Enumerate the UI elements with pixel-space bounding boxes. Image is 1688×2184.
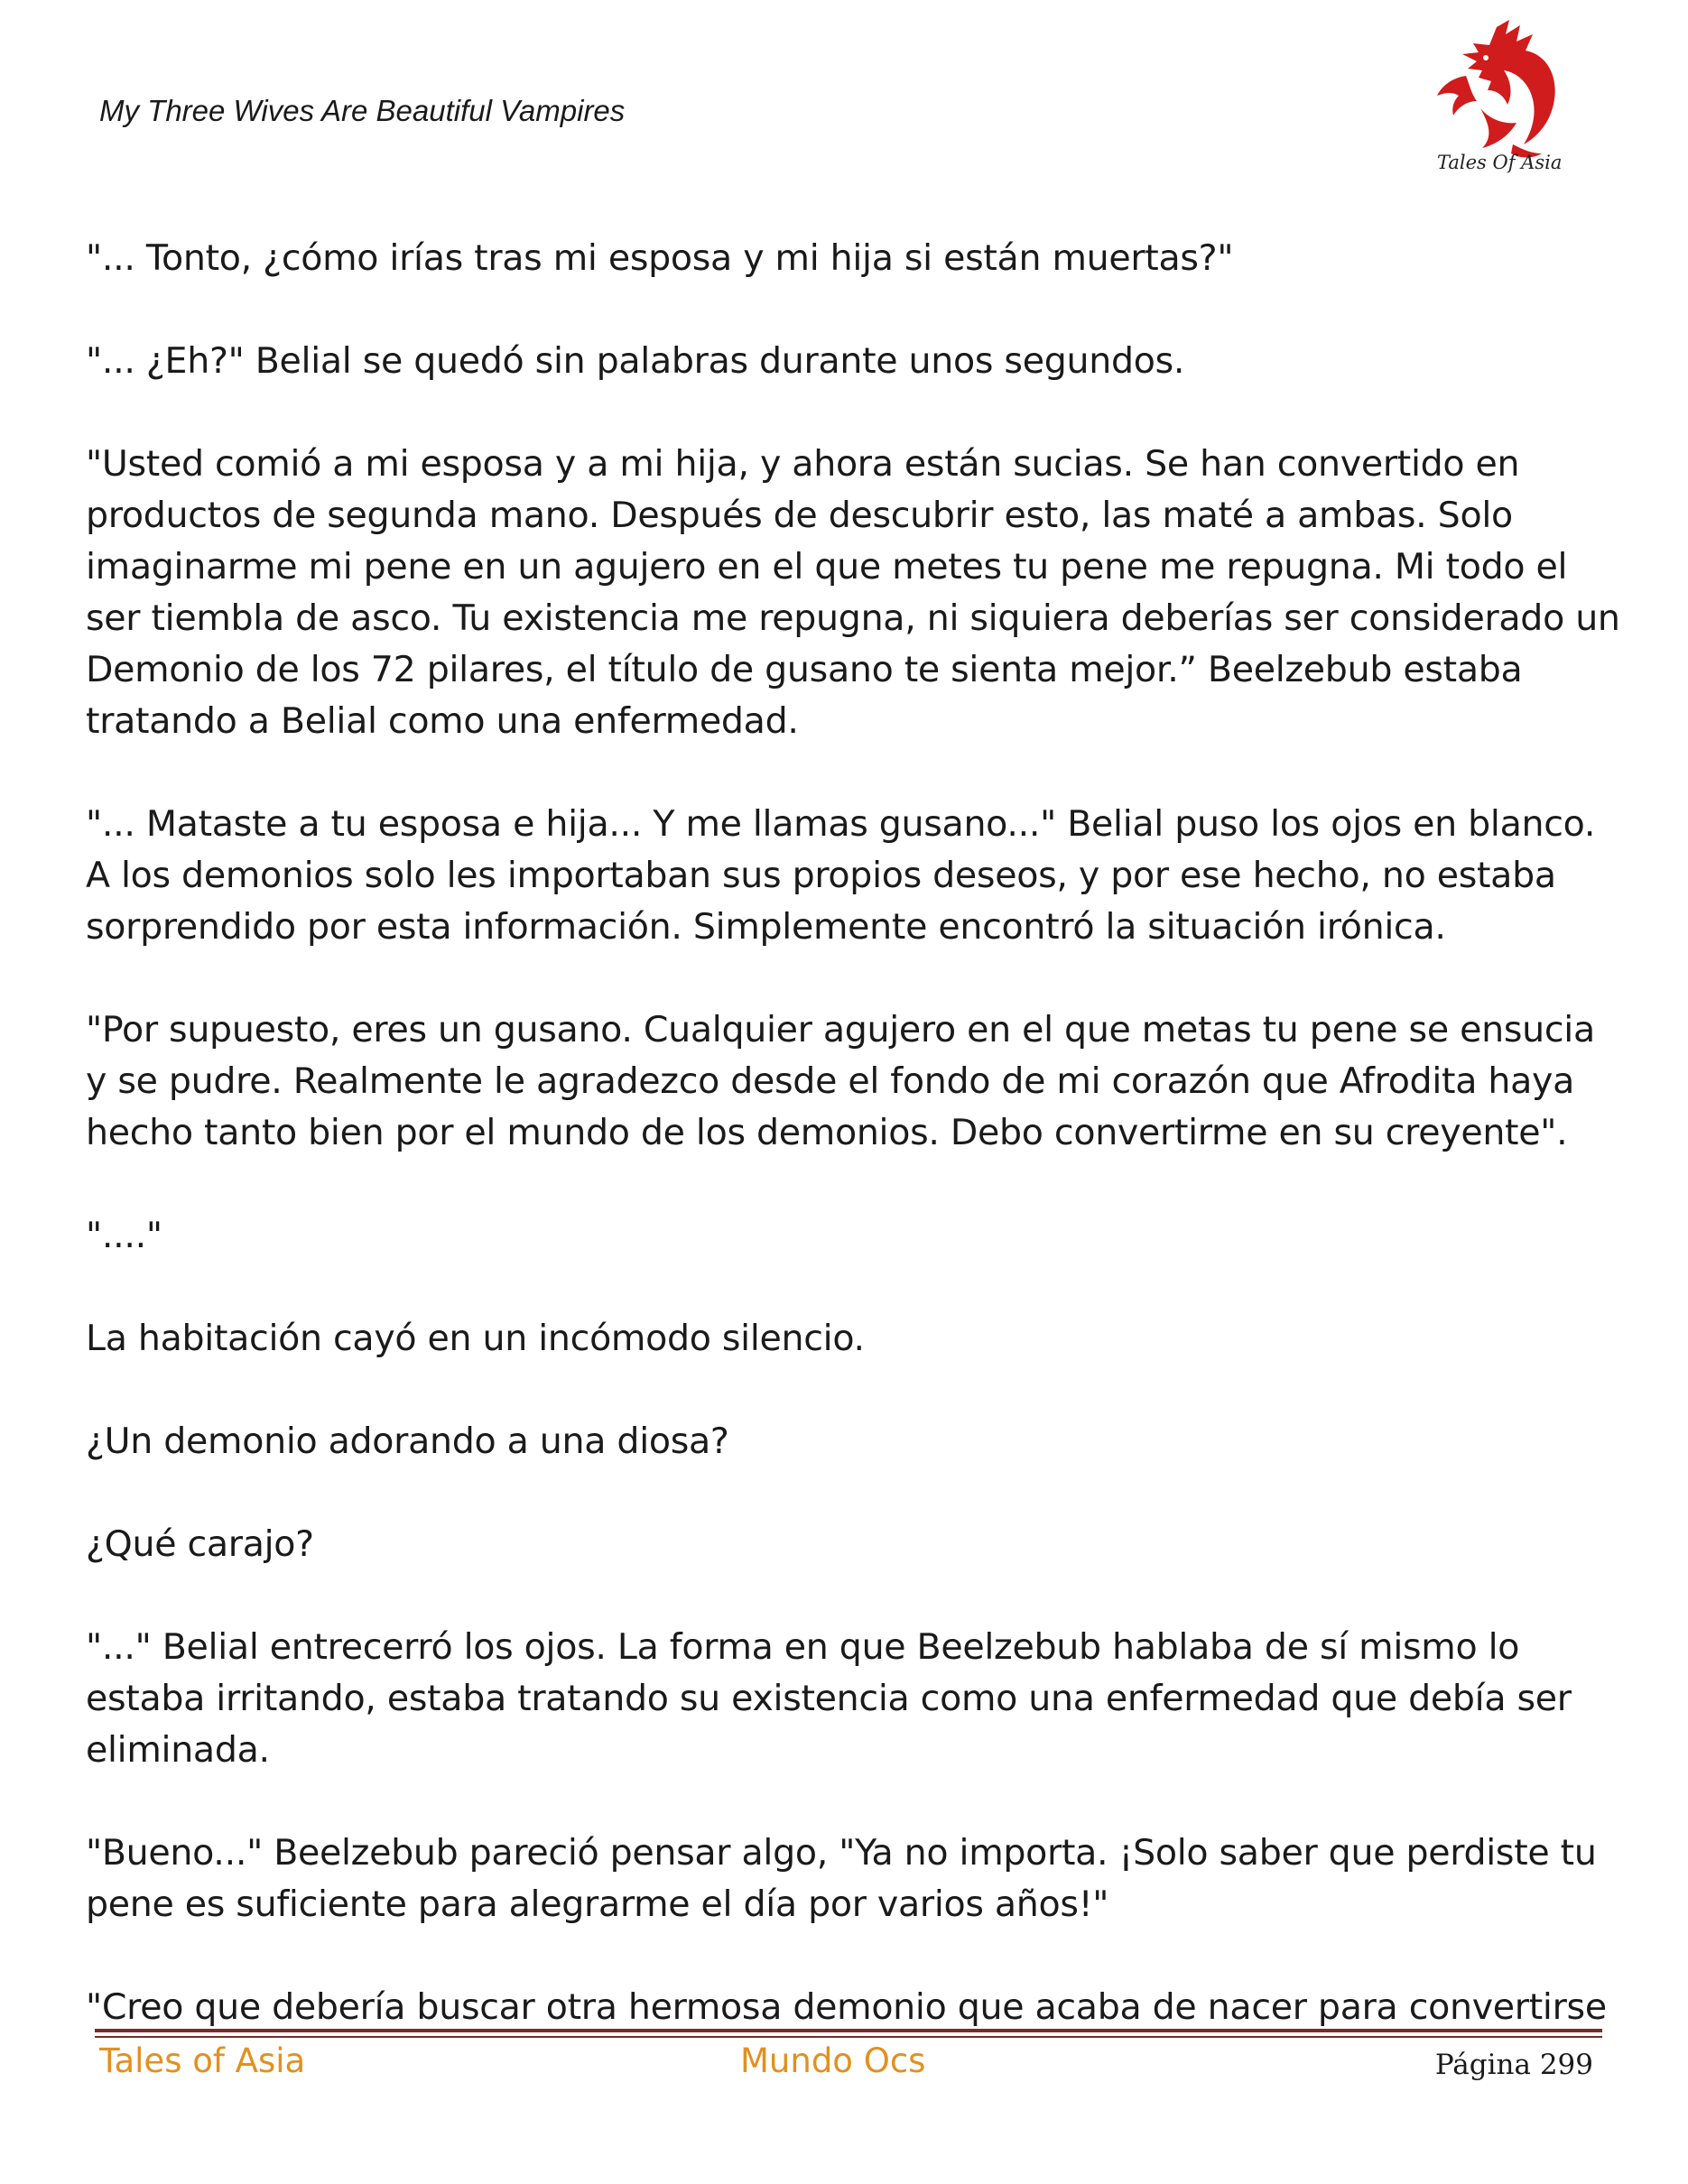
footer-divider [95, 2029, 1602, 2032]
paragraph: "..." Belial entrecerró los ojos. La forma en que Beelzebub hablaba de sí mismo lo estaba irritando, estaba tratando su existencia como una enfermedad que debía ser eliminada. [86, 1626, 1572, 1771]
paragraph: "... Mataste a tu esposa e hija... Y me llamas gusano..." Belial puso los ojos en blanco. A los demonios solo les importaban sus propios deseos, y por ese hecho, no estaba sorprendido por esta información. Simplemente encontró la situación irónica. [86, 803, 1596, 948]
footer-translator: Mundo Ocs [740, 2041, 926, 2080]
paragraph: "Usted comió a mi esposa y a mi hija, y ahora están sucias. Se han convertido en productos de segunda mano. Después de descubrir esto, las maté a ambas. Solo imaginarme mi pene en un agujero en el que metes tu pene me repugna. Mi todo el ser tiembla de asco. Tu existencia me repugna, ni siquiera deberías ser considerado un Demonio de los 72 pilares, el título de gusano te sienta mejor.” Beelzebub estaba tratando a Belial como una enfermedad. [86, 443, 1620, 742]
paragraph: "Bueno..." Beelzebub pareció pensar algo, "Ya no importa. ¡Solo saber que perdiste tu pene es suficiente para alegrarme el día por varios años!" [86, 1832, 1597, 1925]
page-body [86, 233, 1620, 2038]
paragraph: ¿Qué carajo? [86, 1523, 314, 1565]
paragraph: ¿Un demonio adorando a una diosa? [86, 1421, 729, 1462]
footer-divider-thin [95, 2036, 1602, 2038]
paragraph: "Creo que debería buscar otra hermosa demonio que acaba de nacer para convertirse [86, 1986, 1607, 2028]
page-number: Página 299 [1434, 2049, 1593, 2081]
footer-site-name: Tales of Asia [99, 2041, 306, 2080]
book-title: My Three Wives Are Beautiful Vampires [99, 94, 626, 127]
paragraph: "... ¿Eh?" Belial se quedó sin palabras durante unos segundos. [86, 340, 1185, 382]
paragraph: "...." [86, 1215, 162, 1256]
paragraph: "... Tonto, ¿cómo irías tras mi esposa y mi hija si están muertas?" [86, 237, 1234, 279]
logo-text: Tales Of Asia [1437, 152, 1563, 173]
paragraph: "Por supuesto, eres un gusano. Cualquier agujero en el que metas tu pene se ensucia y se pudre. Realmente le agradezco desde el fondo de mi corazón que Afrodita haya hecho tanto bien por el mundo de los demonios. Debo convertirme en su creyente". [86, 1009, 1595, 1153]
paragraph: La habitación cayó en un incómodo silencio. [86, 1318, 865, 1359]
